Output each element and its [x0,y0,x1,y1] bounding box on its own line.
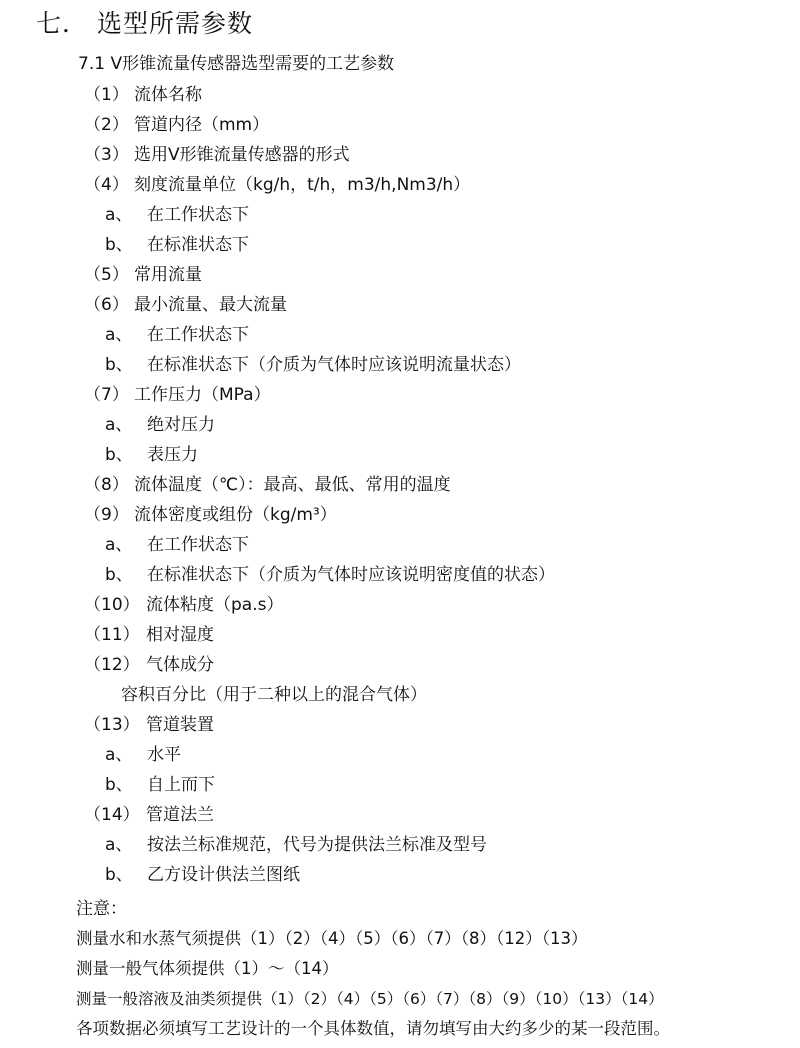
list-item [84,114,269,136]
item-text: 气体成分 [146,655,214,675]
subitem-text: 乙方设计供法兰图纸 [147,865,300,885]
subitem-marker: a、 [105,745,133,765]
list-item [84,294,287,316]
item-marker: （4） [84,175,129,195]
item-marker: （6） [84,295,129,315]
list-item [84,264,202,286]
list-item [84,84,202,106]
item-marker: （10） [84,595,140,615]
subitem-text: 自上而下 [147,775,215,795]
subitem-marker: b、 [105,235,133,255]
item-marker: （14） [84,805,140,825]
list-subitem [105,414,215,436]
subitem-marker: a、 [105,535,133,555]
subitem-text: 表压力 [147,445,198,465]
list-subitem [105,564,555,586]
item-marker: （1） [84,85,129,105]
subitem-text: 在工作状态下 [147,535,249,555]
note-line: 各项数据必须填写工艺设计的一个具体数值，请勿填写由大约多少的某一段范围。 [76,1019,670,1038]
subitem-marker: b、 [105,565,133,585]
list-subitem [105,864,300,886]
subitem-marker: a、 [105,325,133,345]
subitem-marker: a、 [105,835,133,855]
item-text: 相对湿度 [146,625,214,645]
subitem-text: 在标准状态下 [147,235,249,255]
list-item [84,624,214,646]
subitem-text: 在工作状态下 [147,205,249,225]
list-subitem [105,744,181,766]
subitem-marker: a、 [105,205,133,225]
subitem-text: 绝对压力 [147,415,215,435]
item-text: 容积百分比（用于二种以上的混合气体） [121,685,427,705]
subitem-marker: a、 [105,415,133,435]
item-text: 常用流量 [134,265,202,285]
item-marker: （7） [84,385,129,405]
subitem-text: 在标准状态下（介质为气体时应该说明密度值的状态） [147,565,555,585]
list-subitem [105,354,521,376]
subitem-marker: b、 [105,865,133,885]
item-text: 流体名称 [134,85,202,105]
item-text: 管道法兰 [146,805,214,825]
subsection-title: 7.1 V形锥流量传感器选型需要的工艺参数 [78,54,395,74]
subitem-marker: b、 [105,445,133,465]
subitem-text: 按法兰标准规范，代号为提供法兰标准及型号 [147,835,487,855]
item-marker: （2） [84,115,129,135]
item-marker: （12） [84,655,140,675]
subitem-text: 在工作状态下 [147,325,249,345]
subitem-marker: b、 [105,775,133,795]
list-subitem [105,324,249,346]
list-item [84,144,350,166]
list-item [84,384,271,406]
item-text: 工作压力（MPa） [134,385,271,405]
note-line: 测量水和水蒸气须提供（1）（2）（4）（5）（6）（7）（8）（12）（13） [76,929,588,948]
item-text: 流体密度或组份（kg/m³） [134,505,337,525]
list-item [84,804,214,826]
list-subitem [105,204,249,226]
subitem-text: 水平 [147,745,181,765]
list-subitem [105,444,198,466]
list-subitem [105,534,249,556]
note-label: 注意： [76,899,127,919]
item-text: 流体温度（℃）：最高、最低、常用的温度 [134,475,451,495]
item-text: 选用V形锥流量传感器的形式 [134,145,350,165]
item-marker: （9） [84,505,129,525]
subitem-marker: b、 [105,355,133,375]
section-heading: 七． 选型所需参数 [36,9,253,38]
item-text: 管道内径（mm） [134,115,270,135]
list-item [84,174,470,196]
note-line: 测量一般气体须提供（1）～（14） [76,959,339,978]
item-text: 刻度流量单位（kg/h，t/h，m3/h,Nm3/h） [134,175,471,195]
item-text: 最小流量、最大流量 [134,295,287,315]
list-subitem [105,834,487,856]
note-line: 测量一般溶液及油类须提供（1）（2）（4）（5）（6）（7）（8）（9）（10）（13）（14） [76,990,664,1008]
item-text: 管道装置 [146,715,214,735]
list-subitem [105,234,249,256]
item-text: 流体粘度（pa.s） [146,595,284,615]
list-item [84,474,451,496]
list-item [84,504,337,526]
list-subitem [105,774,215,796]
list-item [84,714,214,736]
list-item [84,654,214,676]
item-marker: （13） [84,715,140,735]
list-item-continuation [121,684,427,706]
subitem-text: 在标准状态下（介质为气体时应该说明流量状态） [147,355,521,375]
item-marker: （8） [84,475,129,495]
list-item [84,594,283,616]
item-marker: （3） [84,145,129,165]
item-marker: （11） [84,625,140,645]
item-marker: （5） [84,265,129,285]
